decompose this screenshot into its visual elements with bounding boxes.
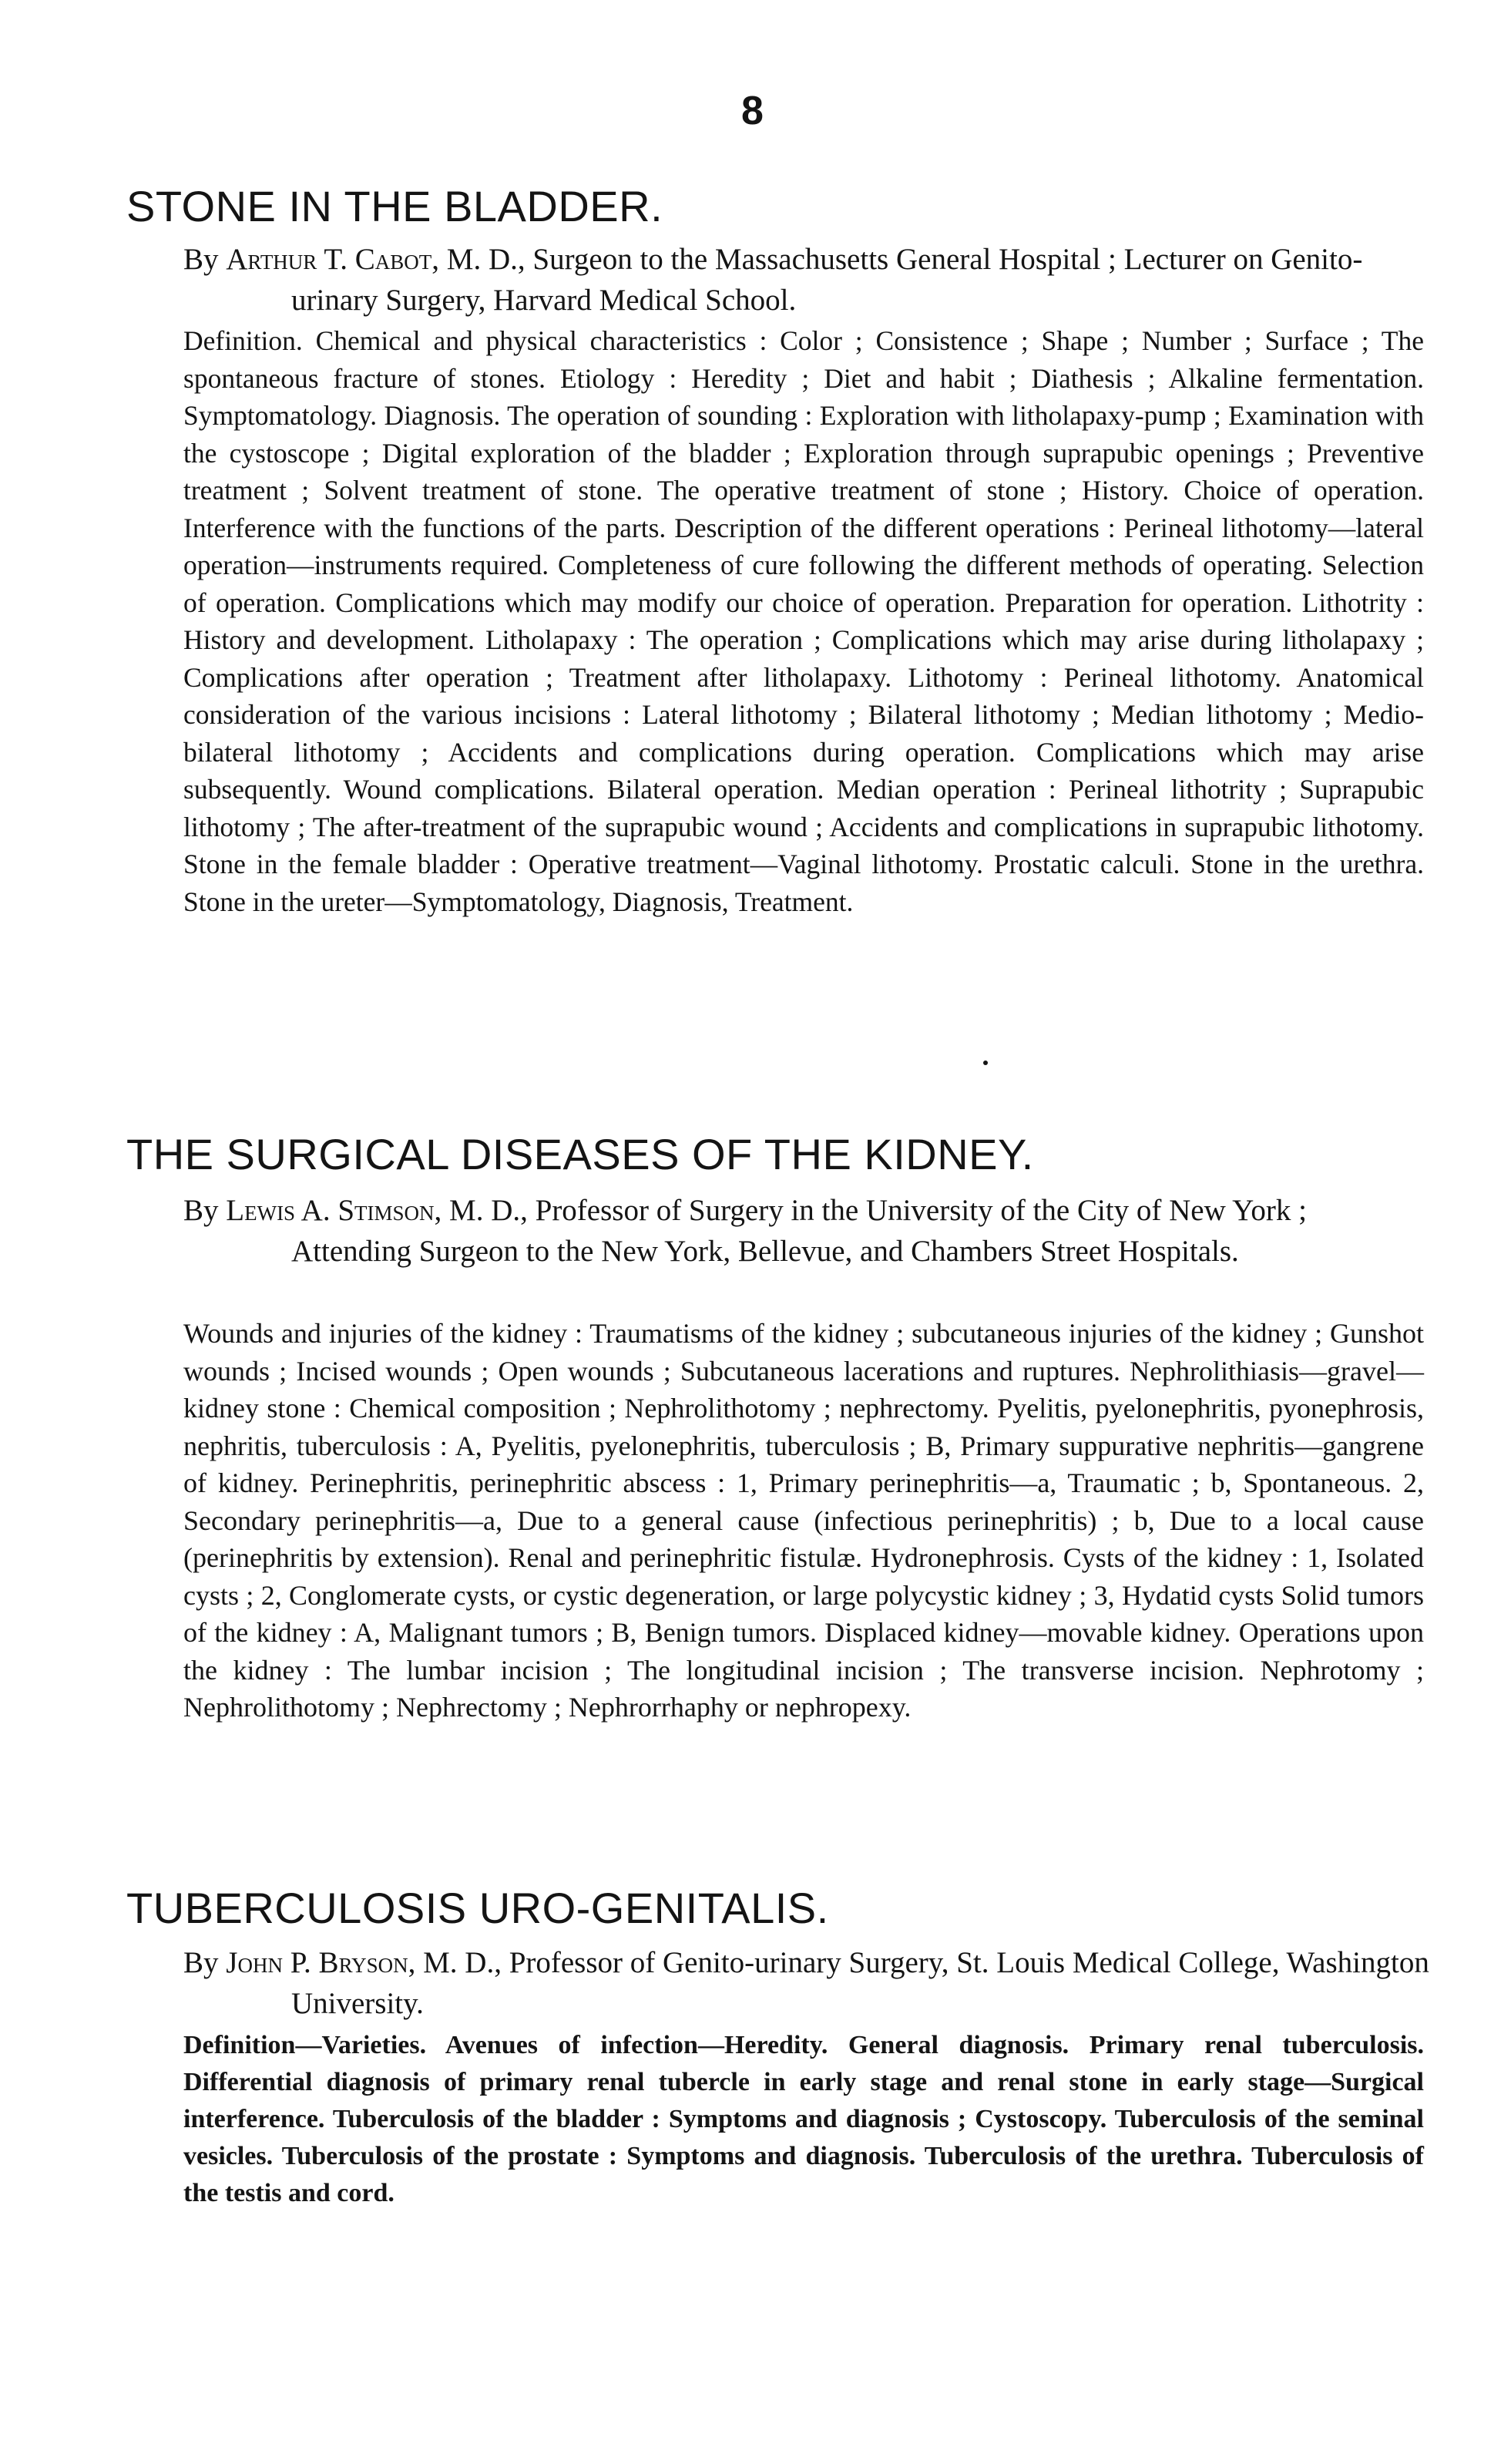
section-syllabus: Wounds and injuries of the kidney : Traumatisms of the kidney ; subcutaneous injuries of the kidney ; Gunshot wounds ; Incised wounds ; Open wounds ; Subcutaneous lacerations and ruptures. Nephrolithiasis—gravel—kidney stone : Chemical composition ; Nephrolithotomy ; nephrectomy. Pyelitis, pyelonephritis, pyonephrosis, nephritis, tuberculosis : A, Pyelitis, pyelonephritis, tuberculosis ; B, Primary suppurative nephritis—gangrene of kidney. Perinephritis, perinephritic abscess : 1, Primary perinephritis—a, Traumatic ; b, Spontaneous. 2, Secondary perinephritis—a, Due to a general cause (infectious perinephritis) ; b, Due to a local cause (perinephritis by extension). Renal and perinephritic fistulæ. Hydronephrosis. Cysts of the kidney : 1, Isolated cysts ; 2, Conglomerate cysts, or cystic degeneration, or large polycystic kidney ; 3, Hydatid cysts Solid tumors of the kidney : A, Malignant tumors ; B, Benign tumors. Displaced kidney—movable kidney. Operations upon the kidney : The lumbar incision ; The longitudinal incision ; The transverse incision. Nephrotomy ; Nephrolithotomy ; Nephrectomy ; Nephrorrhaphy or nephropexy. bbox=[183, 1318, 1424, 1723]
byline-prefix: By bbox=[183, 1946, 219, 1979]
section-byline bbox=[183, 1190, 1432, 1272]
byline-prefix: By bbox=[183, 243, 219, 276]
page-number: 8 bbox=[741, 89, 764, 133]
section-byline bbox=[183, 239, 1432, 321]
section-title-stone-in-the-bladder: STONE IN THE BLADDER. bbox=[126, 182, 663, 230]
author-name: John P. Bryson, M. D., bbox=[226, 1946, 502, 1979]
author-affiliation: Professor of Genito-urinary Surgery, St. Louis Medical College, Washington University. bbox=[291, 1946, 1429, 2020]
dot-mark bbox=[983, 1061, 988, 1065]
author-name: Arthur T. Cabot, M. D., bbox=[226, 243, 525, 276]
author-name: Lewis A. Stimson, M. D., bbox=[226, 1194, 528, 1227]
section-syllabus: Definition—Varieties. Avenues of infection—Heredity. General diagnosis. Primary renal tuberculosis. Differential diagnosis of primary renal tubercle in early stage and renal stone in early stage—Surgical interference. Tuberculosis of the bladder : Symptoms and diagnosis ; Cystoscopy. Tuberculosis of the seminal vesicles. Tuberculosis of the prostate : Symptoms and diagnosis. Tuberculosis of the urethra. Tuberculosis of the testis and cord. bbox=[183, 2031, 1424, 2207]
section-syllabus: Definition. Chemical and physical characteristics : Color ; Consistence ; Shape ; Number ; Surface ; The spontaneous fracture of stones. Etiology : Heredity ; Diet and habit ; Diathesis ; Alkaline fermentation. Symptomatology. Diagnosis. The operation of sounding : Exploration with litholapaxy-pump ; Examination with the cystoscope ; Digital exploration of the bladder ; Exploration through suprapubic openings ; Preventive treatment ; Solvent treatment of stone. The operative treatment of stone ; History. Choice of operation. Interference with the functions of the parts. Description of the different operations : Perineal lithotomy—lateral operation—instruments required. Completeness of cure following the different methods of operating. Selection of operation. Complications which may modify our choice of operation. Preparation for operation. Lithotrity : History and development. Litholapaxy : The operation ; Complications which may arise during litholapaxy ; Complications after operation ; Treatment after litholapaxy. Lithotomy : Perineal lithotomy. Anatomical consideration of the various incisions : Lateral lithotomy ; Bilateral lithotomy ; Median lithotomy ; Medio-bilateral lithotomy ; Accidents and complications during operation. Complications which may arise subsequently. Wound complications. Bilateral operation. Median operation : Perineal lithotrity ; Suprapubic lithotomy ; The after-treatment of the suprapubic wound ; Accidents and complications in suprapubic lithotomy. Stone in the female bladder : Operative treatment—Vaginal lithotomy. Prostatic calculi. Stone in the urethra. Stone in the ureter—Symptomatology, Diagnosis, Treatment. bbox=[183, 325, 1424, 917]
section-byline bbox=[183, 1942, 1432, 2024]
author-affiliation: Professor of Surgery in the University of the City of New York ; Attending Surgeon to the New York, Bellevue, and Chambers Street Hospitals. bbox=[291, 1194, 1307, 1268]
byline-prefix: By bbox=[183, 1194, 219, 1227]
section-title-surgical-diseases-of-the-kidney: THE SURGICAL DISEASES OF THE KIDNEY. bbox=[126, 1130, 1034, 1178]
section-title-tuberculosis-uro-genitalis: TUBERCULOSIS URO-GENITALIS. bbox=[126, 1884, 829, 1932]
author-affiliation: Surgeon to the Massachusetts General Hospital ; Lecturer on Genito-urinary Surgery, Harvard Medical School. bbox=[291, 243, 1363, 317]
